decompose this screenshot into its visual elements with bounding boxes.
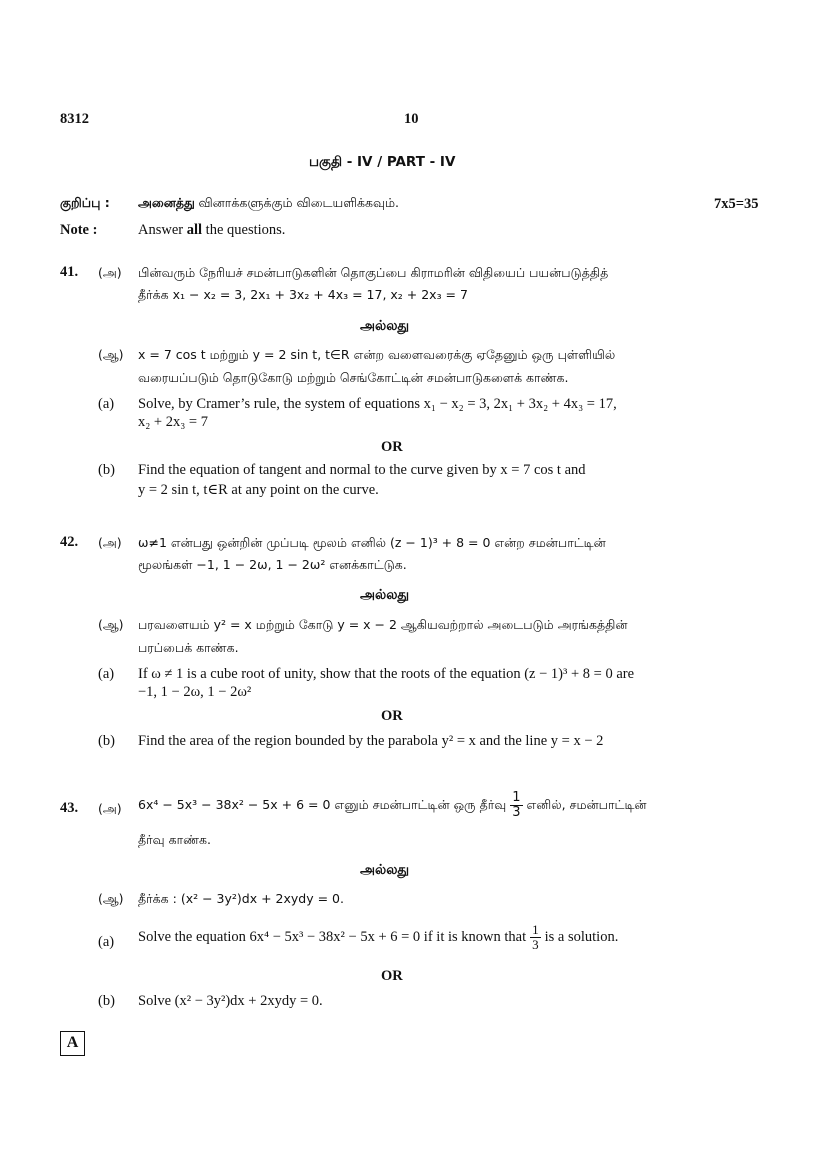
page-number: 10 xyxy=(404,111,419,127)
q41-b-line1: x = 7 cos t மற்றும் y = 2 sin t, t∈R என்ற வளைவரைக்கு ஏதேனும் ஒரு புள்ளியில் xyxy=(138,347,616,362)
q43-b-line1: தீர்க்க : (x² − 3y²)dx + 2xydy = 0. xyxy=(138,891,344,906)
q43-en-a-fraction: $\frac{1}{3}$ xyxy=(532,922,539,953)
q42-en-a-line2: −1, 1 − 2ω, 1 − 2ω² xyxy=(138,684,252,700)
q42-a-label: (அ) xyxy=(98,535,122,550)
q43-a-fraction: $\frac{1}{3}$ xyxy=(512,790,521,820)
instruction-tamil-label: குறிப்பு : xyxy=(60,195,110,210)
question-41-number: 41. xyxy=(60,264,79,280)
note-text: Answer all the questions. xyxy=(138,222,286,238)
q42-en-a-label: (a) xyxy=(98,666,115,682)
instruction-tamil-text xyxy=(138,195,399,212)
q42-b-line2: பரப்பைக் காண்க. xyxy=(138,640,239,655)
instruction-tamil-bold: அனைத்து xyxy=(138,195,195,210)
part-title: பகுதி - IV / PART - IV xyxy=(309,154,456,170)
q42-a-line2: மூலங்கள் −1, 1 − 2ω, 1 − 2ω² எனக்காட்டுக. xyxy=(138,557,407,572)
q43-or: OR xyxy=(381,968,403,984)
q43-a-label: (அ) xyxy=(98,801,122,816)
q41-en-b-line1: Find the equation of tangent and normal to the curve given by x = 7 cos t and xyxy=(138,462,586,478)
q42-en-b-line1: Find the area of the region bounded by the parabola y² = x and the line y = x − 2 xyxy=(138,733,604,749)
q42-en-a-line1: If ω ≠ 1 is a cube root of unity, show that the roots of the equation (z − 1)³ + 8 = 0 are xyxy=(138,666,635,682)
q43-a-line2: தீர்வு காண்க. xyxy=(138,832,212,847)
question-43-number: 43. xyxy=(60,800,79,816)
note-label: Note : xyxy=(60,222,98,238)
paper-code: 8312 xyxy=(60,111,89,127)
q41-alladhu: அல்லது xyxy=(360,318,410,334)
q42-a-line1: ω≠1 என்பது ஒன்றின் முப்படி மூலம் எனில் (z − 1)³ + 8 = 0 என்ற சமன்பாட்டின் xyxy=(138,535,606,550)
q41-b-label: (ஆ) xyxy=(98,347,124,362)
marks-allocation: 7x5=35 xyxy=(714,196,759,212)
q41-en-b-label: (b) xyxy=(98,462,115,478)
q43-en-a-label: (a) xyxy=(98,934,115,950)
question-42-number: 42. xyxy=(60,534,79,550)
q43-en-a-line1: Solve the equation 6x⁴ − 5x³ − 38x² − 5x + 6 = 0 if it is known that $\frac{1}{3}$ is a solution. xyxy=(138,922,619,953)
q42-b-label: (ஆ) xyxy=(98,617,124,632)
q42-en-b-label: (b) xyxy=(98,733,115,749)
q42-b-line1: பரவளையம் y² = x மற்றும் கோடு y = x − 2 ஆகியவற்றால் அடைபடும் அரங்கத்தின் xyxy=(138,617,628,632)
q41-en-a-label: (a) xyxy=(98,396,115,412)
q41-en-a-line1: Solve, by Cramer’s rule, the system of equations x₁ − x₂ = 3, 2x₁ + 3x₂ + 4x₃ = 17, xyxy=(138,396,617,412)
q41-a-line1: பின்வரும் நேரியச் சமன்பாடுகளின் தொகுப்பை கிராமரின் விதியைப் பயன்படுத்தித் xyxy=(138,265,609,280)
q43-en-b-label: (b) xyxy=(98,993,115,1009)
q41-en-a-line2: x₂ + 2x₃ = 7 xyxy=(138,414,208,430)
q42-alladhu: அல்லது xyxy=(360,587,410,603)
q41-or: OR xyxy=(381,439,403,455)
q41-a-label: (அ) xyxy=(98,265,122,280)
q41-a-line2: தீர்க்க x₁ − x₂ = 3, 2x₁ + 3x₂ + 4x₃ = 17, x₂ + 2x₃ = 7 xyxy=(138,287,468,302)
booklet-letter-box: A xyxy=(60,1031,85,1056)
q41-en-b-line2: y = 2 sin t, t∈R at any point on the curve. xyxy=(138,482,379,498)
q43-alladhu: அல்லது xyxy=(360,862,410,878)
q41-b-line2: வரையப்படும் தொடுகோடு மற்றும் செங்கோட்டின் சமன்பாடுகளைக் காண்க. xyxy=(138,370,569,385)
q42-or: OR xyxy=(381,708,403,724)
instruction-tamil xyxy=(60,195,110,212)
q43-en-b-line1: Solve (x² − 3y²)dx + 2xydy = 0. xyxy=(138,993,323,1009)
note-bold: all xyxy=(186,222,203,238)
q43-a-line1: 6x⁴ − 5x³ − 38x² − 5x + 6 = 0 எனும் சமன்பாட்டின் ஒரு தீர்வு $\frac{1}{3}$ எனில், சமன்பாட்டின் xyxy=(138,790,647,820)
q43-b-label: (ஆ) xyxy=(98,891,124,906)
instruction-tamil-rest: வினாக்களுக்கும் விடையளிக்கவும். xyxy=(198,195,400,210)
